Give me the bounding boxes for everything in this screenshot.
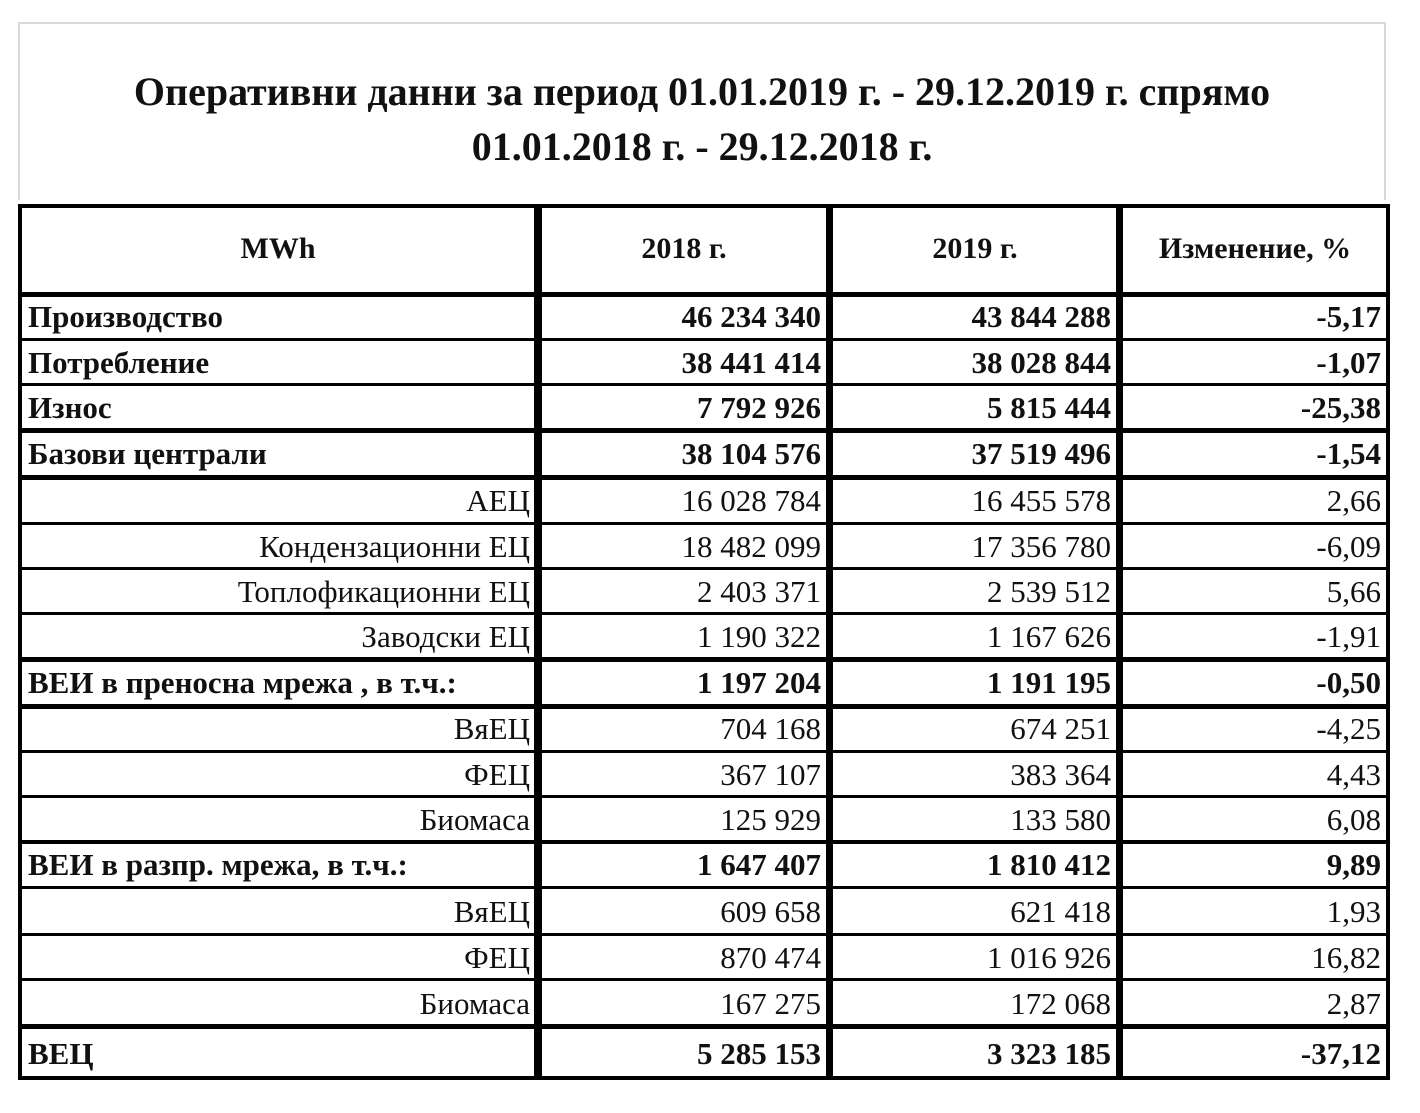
value-change: 16,82 — [1311, 939, 1381, 975]
value-2018: 1 197 204 — [697, 665, 821, 700]
row-label: ФЕЦ — [464, 756, 530, 792]
row-label: Заводски ЕЦ — [361, 619, 530, 654]
value-2018: 38 441 414 — [681, 344, 821, 380]
row-label: Базови централи — [28, 436, 267, 471]
value-change: -6,09 — [1316, 528, 1381, 564]
header-2018: 2018 г. — [641, 232, 727, 265]
value-2019: 37 519 496 — [971, 436, 1111, 471]
row-label: ВяЕЦ — [453, 711, 530, 746]
value-change: 5,66 — [1326, 573, 1381, 609]
value-change: -4,25 — [1316, 711, 1381, 746]
value-change: -37,12 — [1300, 1035, 1381, 1071]
row-label: ВЕЦ — [28, 1035, 94, 1071]
value-2019: 43 844 288 — [971, 299, 1111, 334]
row-label: Биомаса — [419, 801, 530, 837]
title-line-2: 01.01.2018 г. - 29.12.2018 г. — [471, 124, 933, 169]
document-title — [20, 64, 1384, 174]
value-2019: 674 251 — [1010, 711, 1111, 746]
value-2018: 7 792 926 — [697, 389, 821, 425]
header-change: Изменение, % — [1158, 232, 1352, 265]
row-label: Биомаса — [419, 985, 530, 1021]
value-change: -25,38 — [1300, 389, 1381, 425]
value-2018: 38 104 576 — [681, 436, 821, 471]
row-label: Топлофикационни ЕЦ — [237, 573, 530, 609]
value-change: 6,08 — [1326, 801, 1381, 837]
row-label: Потребление — [28, 344, 210, 380]
row-label: Износ — [28, 389, 112, 425]
data-table — [18, 204, 1390, 1080]
value-change: -1,91 — [1316, 619, 1381, 654]
header-mwh: MWh — [240, 232, 316, 265]
header-2019: 2019 г. — [932, 232, 1018, 265]
value-2019: 3 323 185 — [987, 1035, 1111, 1071]
value-2019: 1 191 195 — [987, 665, 1111, 700]
value-2018: 870 474 — [720, 939, 821, 975]
value-2018: 46 234 340 — [681, 299, 821, 334]
row-label: АЕЦ — [466, 483, 530, 518]
value-change: 2,66 — [1326, 483, 1381, 518]
value-2018: 609 658 — [720, 893, 821, 929]
value-2019: 2 539 512 — [987, 573, 1111, 609]
value-2019: 172 068 — [1010, 985, 1111, 1021]
value-2019: 38 028 844 — [971, 344, 1111, 380]
row-label: ВяЕЦ — [453, 893, 530, 929]
value-2019: 1 167 626 — [987, 619, 1111, 654]
row-label: Производство — [28, 299, 224, 334]
value-change: -1,07 — [1316, 344, 1381, 380]
value-2019: 621 418 — [1010, 893, 1111, 929]
value-change: 9,89 — [1326, 847, 1381, 882]
value-2018: 2 403 371 — [697, 573, 821, 609]
row-label: Кондензационни ЕЦ — [259, 528, 530, 564]
value-2019: 17 356 780 — [971, 528, 1111, 564]
value-2019: 133 580 — [1010, 801, 1111, 837]
value-2018: 16 028 784 — [681, 483, 821, 518]
value-change: -1,54 — [1316, 436, 1381, 471]
value-2019: 1 016 926 — [987, 939, 1111, 975]
value-change: 4,43 — [1326, 756, 1381, 792]
value-2018: 125 929 — [720, 801, 821, 837]
value-2018: 367 107 — [720, 756, 821, 792]
value-2019: 1 810 412 — [987, 847, 1111, 882]
title-line-1: Оперативни данни за период 01.01.2019 г. - 29.12.2019 г. спрямо — [133, 69, 1271, 114]
value-2018: 167 275 — [720, 985, 821, 1021]
value-2018: 5 285 153 — [697, 1035, 821, 1071]
value-change: 2,87 — [1326, 985, 1381, 1021]
value-change: -5,17 — [1316, 299, 1381, 334]
row-label: ФЕЦ — [464, 939, 530, 975]
row-label: ВЕИ в разпр. мрежа, в т.ч.: — [28, 847, 408, 882]
value-2018: 1 190 322 — [697, 619, 821, 654]
row-label: ВЕИ в преносна мрежа , в т.ч.: — [28, 665, 457, 700]
value-2018: 1 647 407 — [697, 847, 821, 882]
value-2019: 16 455 578 — [971, 483, 1111, 518]
value-change: -0,50 — [1316, 665, 1381, 700]
value-2019: 383 364 — [1010, 756, 1111, 792]
value-2019: 5 815 444 — [987, 389, 1111, 425]
value-2018: 18 482 099 — [681, 528, 821, 564]
title-box — [18, 22, 1386, 200]
value-2018: 704 168 — [720, 711, 821, 746]
value-change: 1,93 — [1326, 893, 1381, 929]
